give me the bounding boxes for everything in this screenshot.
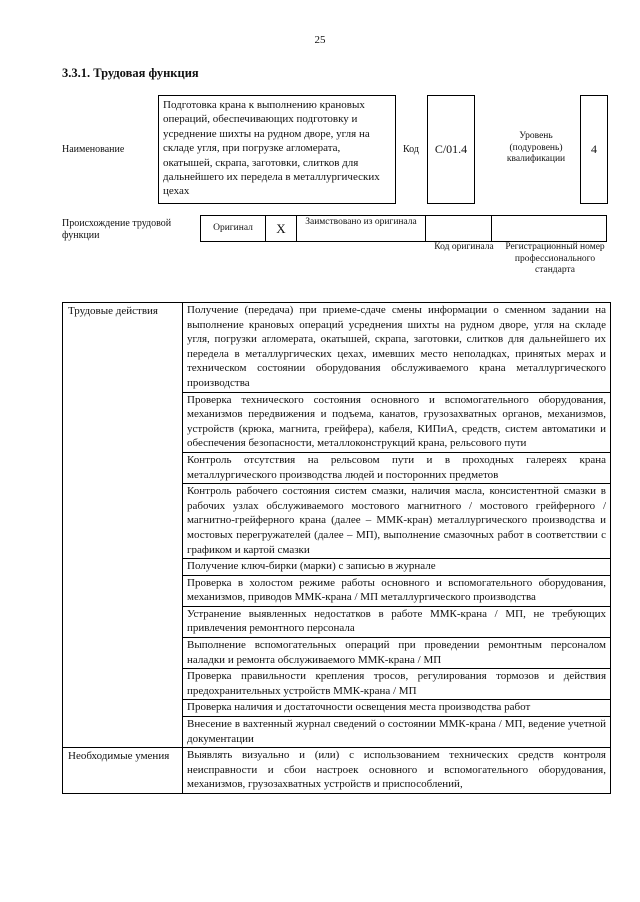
reg-number-cell bbox=[492, 216, 607, 242]
code-original-cell bbox=[426, 216, 492, 242]
action-row bbox=[63, 303, 611, 393]
section-title: 3.3.1. Трудовая функция bbox=[62, 66, 199, 80]
action-cell: Проверка технического состояния основного и вспомогательного оборудования, механизмов передвижения и подъема, канатов, грузозахватных органов, механизмов, устройств (крюка, магнита, грейфера), кабеля, КИПиА, средств, систем автоматики и обеспечения безопасности, металлоконструкций крана, рельсового пути bbox=[183, 392, 611, 452]
actions-header-cell bbox=[63, 303, 183, 748]
action-cell: Устранение выявленных недостатков в работе ММК-крана / МП, не требующих привлечения ремонтного персонала bbox=[183, 606, 611, 637]
level-box bbox=[580, 95, 608, 204]
action-cell: Контроль отсутствия на рельсовом пути и в проходных галереях крана металлургического производства людей и посторонних предметов bbox=[183, 452, 611, 483]
original-label: Оригинал bbox=[213, 223, 253, 233]
labor-function-table bbox=[62, 302, 611, 794]
action-cell: Получение (передача) при приеме-сдаче смены информации о сменном задании на выполнение крановых операций усреднения шихты на рудном дворе, угля на складе угля, погрузки агломерата, окатышей, скрапа, заготовки, слитков для дальнейшего их передела в металлургических цехах, имевших место неполадках, принятых мерах и техническом состоянии оборудования обслуживаемого крана металлургического производства bbox=[183, 303, 611, 393]
original-mark: X bbox=[276, 221, 286, 236]
page-number: 25 bbox=[314, 34, 326, 46]
skills-header-cell bbox=[63, 748, 183, 794]
action-cell: Выполнение вспомогательных операций при проведении ремонтным персоналом наладки и ремонта обслуживаемого ММК-крана / МП bbox=[183, 638, 611, 669]
origin-table bbox=[200, 215, 607, 242]
origin-label: Происхождение трудовой функции bbox=[62, 218, 172, 241]
action-cell: Получение ключ-бирки (марки) с записью в журнале bbox=[183, 559, 611, 576]
code-label: Код bbox=[403, 144, 419, 155]
function-name-box bbox=[158, 95, 396, 204]
action-cell: Внесение в вахтенный журнал сведений о состоянии ММК-крана / МП, ведение учетной документации bbox=[183, 717, 611, 748]
code-box bbox=[427, 95, 475, 204]
code-original-caption: Код оригинала bbox=[434, 242, 494, 252]
action-cell: Контроль рабочего состояния систем смазки, наличия масла, консистентной смазки в рабочих узлах обслуживаемого мостового магнитного / мостового грейферного / магнитно-грейферного крана (далее – ММК-кран) металлургического производства и мостовых перегружателей (далее – МП), выполнение смазочных работ в соответствии с графиком и картой смазки bbox=[183, 484, 611, 559]
actions-label: Трудовые действия bbox=[68, 305, 158, 317]
reg-number-caption: Регистрационный номер профессионального стандарта bbox=[505, 242, 605, 275]
function-name-text: Подготовка крана к выполнению крановых операций, обеспечивающих подготовку и усреднение шихты на рудном дворе, угля на складе угля, при погрузке агломерата, окатышей, скрапа, заготовки, слитков для дальнейшего их передела в металлургических цехах bbox=[163, 99, 380, 198]
level-label: Уровень (подуровень) квалификации bbox=[506, 131, 566, 164]
skill-row bbox=[63, 748, 611, 794]
borrowed-label-cell bbox=[297, 216, 426, 242]
skills-label: Необходимые умения bbox=[68, 750, 170, 763]
original-label-cell bbox=[201, 216, 266, 242]
action-cell: Проверка правильности крепления тросов, регулирования тормозов и действия предохранительных устройств ММК-крана / МП bbox=[183, 669, 611, 700]
original-mark-cell bbox=[266, 216, 297, 242]
name-label: Наименование bbox=[62, 144, 125, 155]
borrowed-label: Заимствовано из оригинала bbox=[305, 217, 417, 227]
action-cell: Проверка в холостом режиме работы основного и вспомогательного оборудования, механизмов, приводов ММК-крана / МП металлургического производства bbox=[183, 575, 611, 606]
level-value: 4 bbox=[591, 142, 597, 156]
action-cell: Проверка наличия и достаточности освещения места производства работ bbox=[183, 700, 611, 717]
skill-cell: Выявлять визуально и (или) с использованием технических средств контроля неисправности и сбои настроек основного и вспомогательного оборудования, механизмов, грузозахватных устройств и приспособлений, bbox=[183, 748, 611, 794]
code-value: C/01.4 bbox=[434, 142, 468, 156]
